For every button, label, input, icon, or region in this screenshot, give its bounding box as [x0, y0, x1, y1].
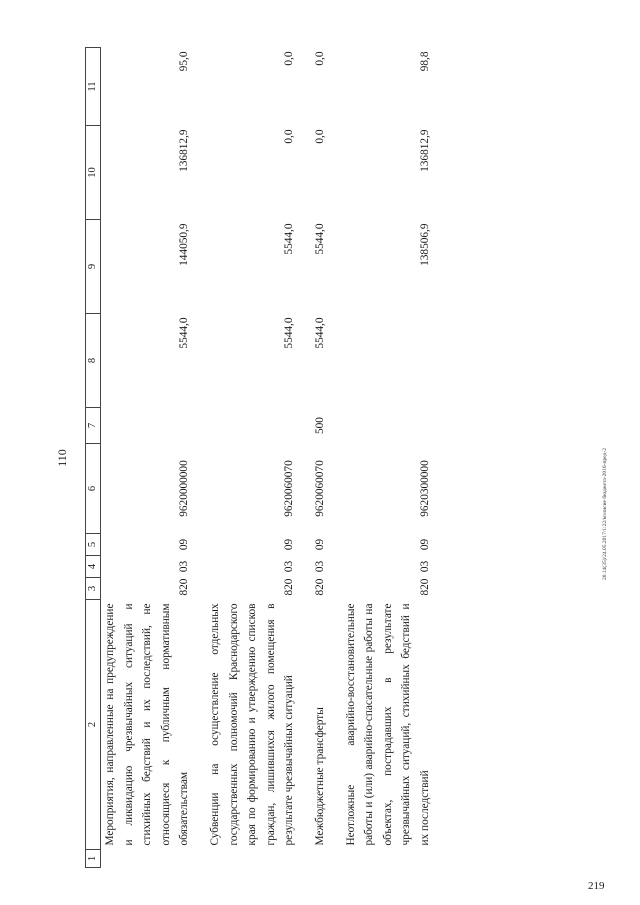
rz-code: 03: [313, 560, 326, 573]
csr-code: 9620060070: [283, 460, 296, 517]
vr-code: 500: [313, 417, 326, 434]
pr-code: 09: [283, 538, 296, 551]
percent-value: 0,0: [283, 51, 296, 66]
pr-code: 09: [418, 538, 431, 551]
rz-code: 03: [178, 560, 191, 573]
ved-code: 820: [313, 578, 326, 596]
column-number-row: [86, 48, 101, 868]
plan-value: 5544,0: [313, 317, 326, 349]
table-row: [206, 48, 299, 868]
vr-code: [101, 408, 194, 444]
column-number: 11: [86, 48, 101, 126]
row-gap: [299, 48, 311, 868]
percent-value: 0,0: [313, 51, 326, 66]
column-number: 6: [86, 444, 101, 534]
utochn-value: 5544,0: [283, 223, 296, 255]
ved-code: 820: [418, 578, 431, 596]
column-number: 1: [86, 850, 101, 868]
column-number: 4: [86, 556, 101, 578]
vr-code: [342, 408, 435, 444]
pr-code: 09: [313, 538, 326, 551]
footer-note: 20.14(35)/24.05.2017/1:22/мэлисие бюджета-2016-пред-2: [602, 448, 608, 580]
row-description: Субвенции на осуществление отдельных государственных полномочий Краснодарского края по формированию и утверждению списков граждан, лишившихся жилого помещения в результате чрезвычайных ситуаций: [208, 603, 296, 846]
column-number: 7: [86, 408, 101, 444]
table-row: [342, 48, 435, 868]
column-number: 5: [86, 534, 101, 556]
ispoln-value: 0,0: [283, 129, 296, 144]
csr-code: 9620000000: [178, 460, 191, 517]
page-header-number: 110: [55, 449, 69, 467]
row-gap: [194, 48, 206, 868]
table-row: [311, 48, 330, 868]
column-number: 3: [86, 578, 101, 600]
budget-table: [85, 47, 435, 868]
row-description: Межбюджетные трансферты: [313, 707, 326, 846]
page-number: 219: [588, 880, 605, 892]
ispoln-value: 136812,9: [418, 129, 431, 172]
plan-value: [342, 314, 435, 408]
ved-code: 820: [283, 578, 296, 596]
column-number: 10: [86, 126, 101, 220]
vr-code: [206, 408, 299, 444]
csr-code: 9620060070: [313, 460, 326, 517]
column-number: 8: [86, 314, 101, 408]
utochn-value: 144050,9: [178, 223, 191, 266]
percent-value: 98,8: [418, 51, 431, 72]
percent-value: 95,0: [178, 51, 191, 72]
pr-code: 09: [178, 538, 191, 551]
rz-code: 03: [283, 560, 296, 573]
column-number: 9: [86, 220, 101, 314]
rz-code: 03: [418, 560, 431, 573]
ispoln-value: 136812,9: [178, 129, 191, 172]
table-row: [101, 48, 194, 868]
ved-code: 820: [178, 578, 191, 596]
utochn-value: 138506,9: [418, 223, 431, 266]
row-description: Неотложные аварийно-восстановительные работы и (или) аварийно-спасательные работы на объектах, пострадавших в результате чрезвычайных ситуаций, стихийных бедствий и их последствий: [344, 603, 431, 846]
csr-code: 9620300000: [418, 460, 431, 517]
plan-value: 5544,0: [283, 317, 296, 349]
plan-value: 5544,0: [178, 317, 191, 349]
utochn-value: 5544,0: [313, 223, 326, 255]
rotated-page-content: [55, 48, 560, 868]
row-gap: [330, 48, 342, 868]
column-number: 2: [86, 600, 101, 850]
ispoln-value: 0,0: [313, 129, 326, 144]
row-description: Мероприятия, направленные на предупреждение и ликвидацию чрезвычайных ситуаций и стихийных бедствий и их последствий, не относящиеся к публичным нормативным обязательствам: [104, 603, 191, 846]
